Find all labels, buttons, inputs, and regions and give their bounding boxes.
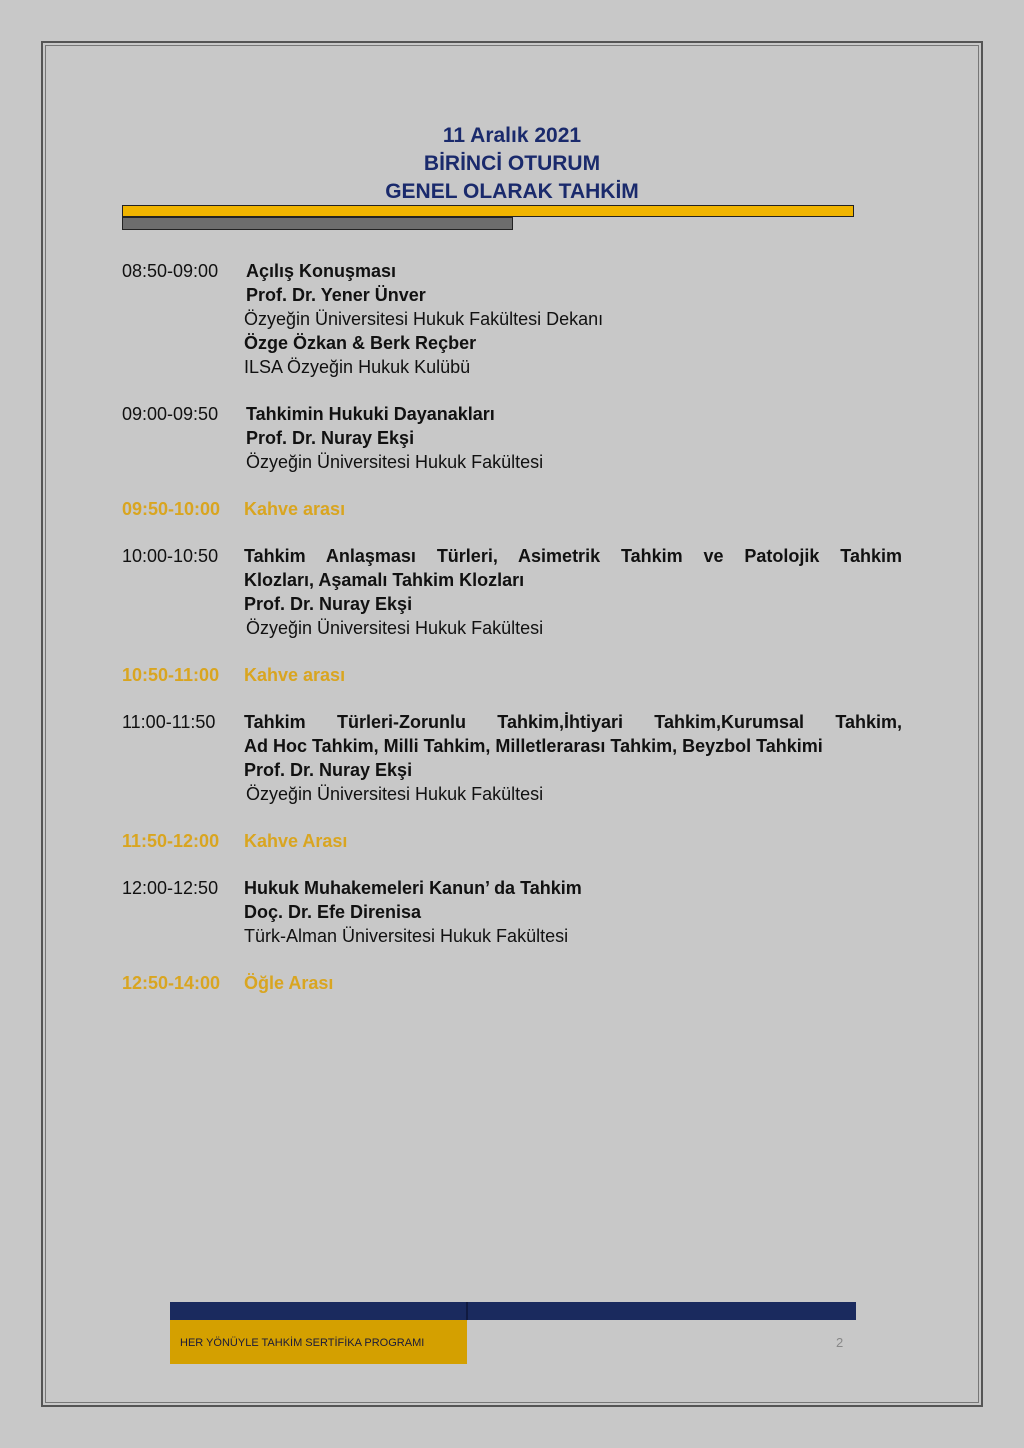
footer-bar-separator bbox=[466, 1302, 468, 1320]
break-label: Kahve arası bbox=[244, 499, 346, 519]
speaker-affiliation: Özyeğin Üniversitesi Hukuk Fakültesi bbox=[246, 452, 544, 472]
slot-title: Hukuk Muhakemeleri Kanun’ da Tahkim bbox=[244, 878, 582, 898]
session-topic: GENEL OLARAK TAHKİM bbox=[385, 180, 639, 203]
slot-title-line: Ad Hoc Tahkim, Milli Tahkim, Milletlerarası Tahkim, Beyzbol Tahkimi bbox=[244, 736, 823, 756]
speaker-name: Doç. Dr. Efe Direnisa bbox=[244, 902, 422, 922]
session-date: 11 Aralık 2021 bbox=[442, 124, 582, 147]
session-name: BİRİNCİ OTURUM bbox=[423, 152, 601, 175]
footer-program-name: HER YÖNÜYLE TAHKİM SERTİFİKA PROGRAMI bbox=[180, 1337, 425, 1349]
footer-navy-bar bbox=[170, 1302, 856, 1320]
title-underline-gold bbox=[122, 205, 854, 217]
slot-time: 10:00-10:50 bbox=[122, 546, 219, 566]
speaker-affiliation: Özyeğin Üniversitesi Hukuk Fakültesi bbox=[246, 618, 544, 638]
speaker-name: Özge Özkan & Berk Reçber bbox=[244, 333, 477, 353]
slot-title-line: Klozları, Aşamalı Tahkim Klozları bbox=[244, 570, 525, 590]
speaker-affiliation: Özyeğin Üniversitesi Hukuk Fakültesi bbox=[246, 784, 544, 804]
speaker-affiliation: Türk-Alman Üniversitesi Hukuk Fakültesi bbox=[244, 926, 569, 946]
speaker-name: Prof. Dr. Yener Ünver bbox=[246, 285, 426, 305]
title-underline-gray bbox=[122, 217, 513, 230]
slot-title-line: Tahkim Türleri-Zorunlu Tahkim,İhtiyari Tahkim,Kurumsal Tahkim, bbox=[244, 712, 902, 732]
break-time: 10:50-11:00 bbox=[122, 665, 220, 685]
slot-time: 11:00-11:50 bbox=[122, 712, 216, 732]
break-time: 09:50-10:00 bbox=[122, 499, 221, 519]
slot-time: 09:00-09:50 bbox=[122, 404, 219, 424]
break-time: 11:50-12:00 bbox=[122, 831, 220, 851]
slot-time: 08:50-09:00 bbox=[122, 261, 219, 281]
page-number: 2 bbox=[836, 1335, 844, 1350]
break-label: Kahve Arası bbox=[244, 831, 348, 851]
slot-time: 12:00-12:50 bbox=[122, 878, 219, 898]
speaker-affiliation: ILSA Özyeğin Hukuk Kulübü bbox=[244, 357, 471, 377]
break-label: Öğle Arası bbox=[244, 973, 334, 993]
speaker-name: Prof. Dr. Nuray Ekşi bbox=[246, 428, 415, 448]
break-label: Kahve arası bbox=[244, 665, 346, 685]
slot-title-line: Tahkim Anlaşması Türleri, Asimetrik Tahkim ve Patolojik Tahkim bbox=[244, 546, 902, 566]
slot-title: Tahkimin Hukuki Dayanakları bbox=[246, 404, 495, 424]
speaker-name: Prof. Dr. Nuray Ekşi bbox=[244, 760, 413, 780]
speaker-affiliation: Özyeğin Üniversitesi Hukuk Fakültesi Dekanı bbox=[244, 309, 604, 329]
slot-title: Açılış Konuşması bbox=[246, 261, 397, 281]
speaker-name: Prof. Dr. Nuray Ekşi bbox=[244, 594, 413, 614]
break-time: 12:50-14:00 bbox=[122, 973, 221, 993]
